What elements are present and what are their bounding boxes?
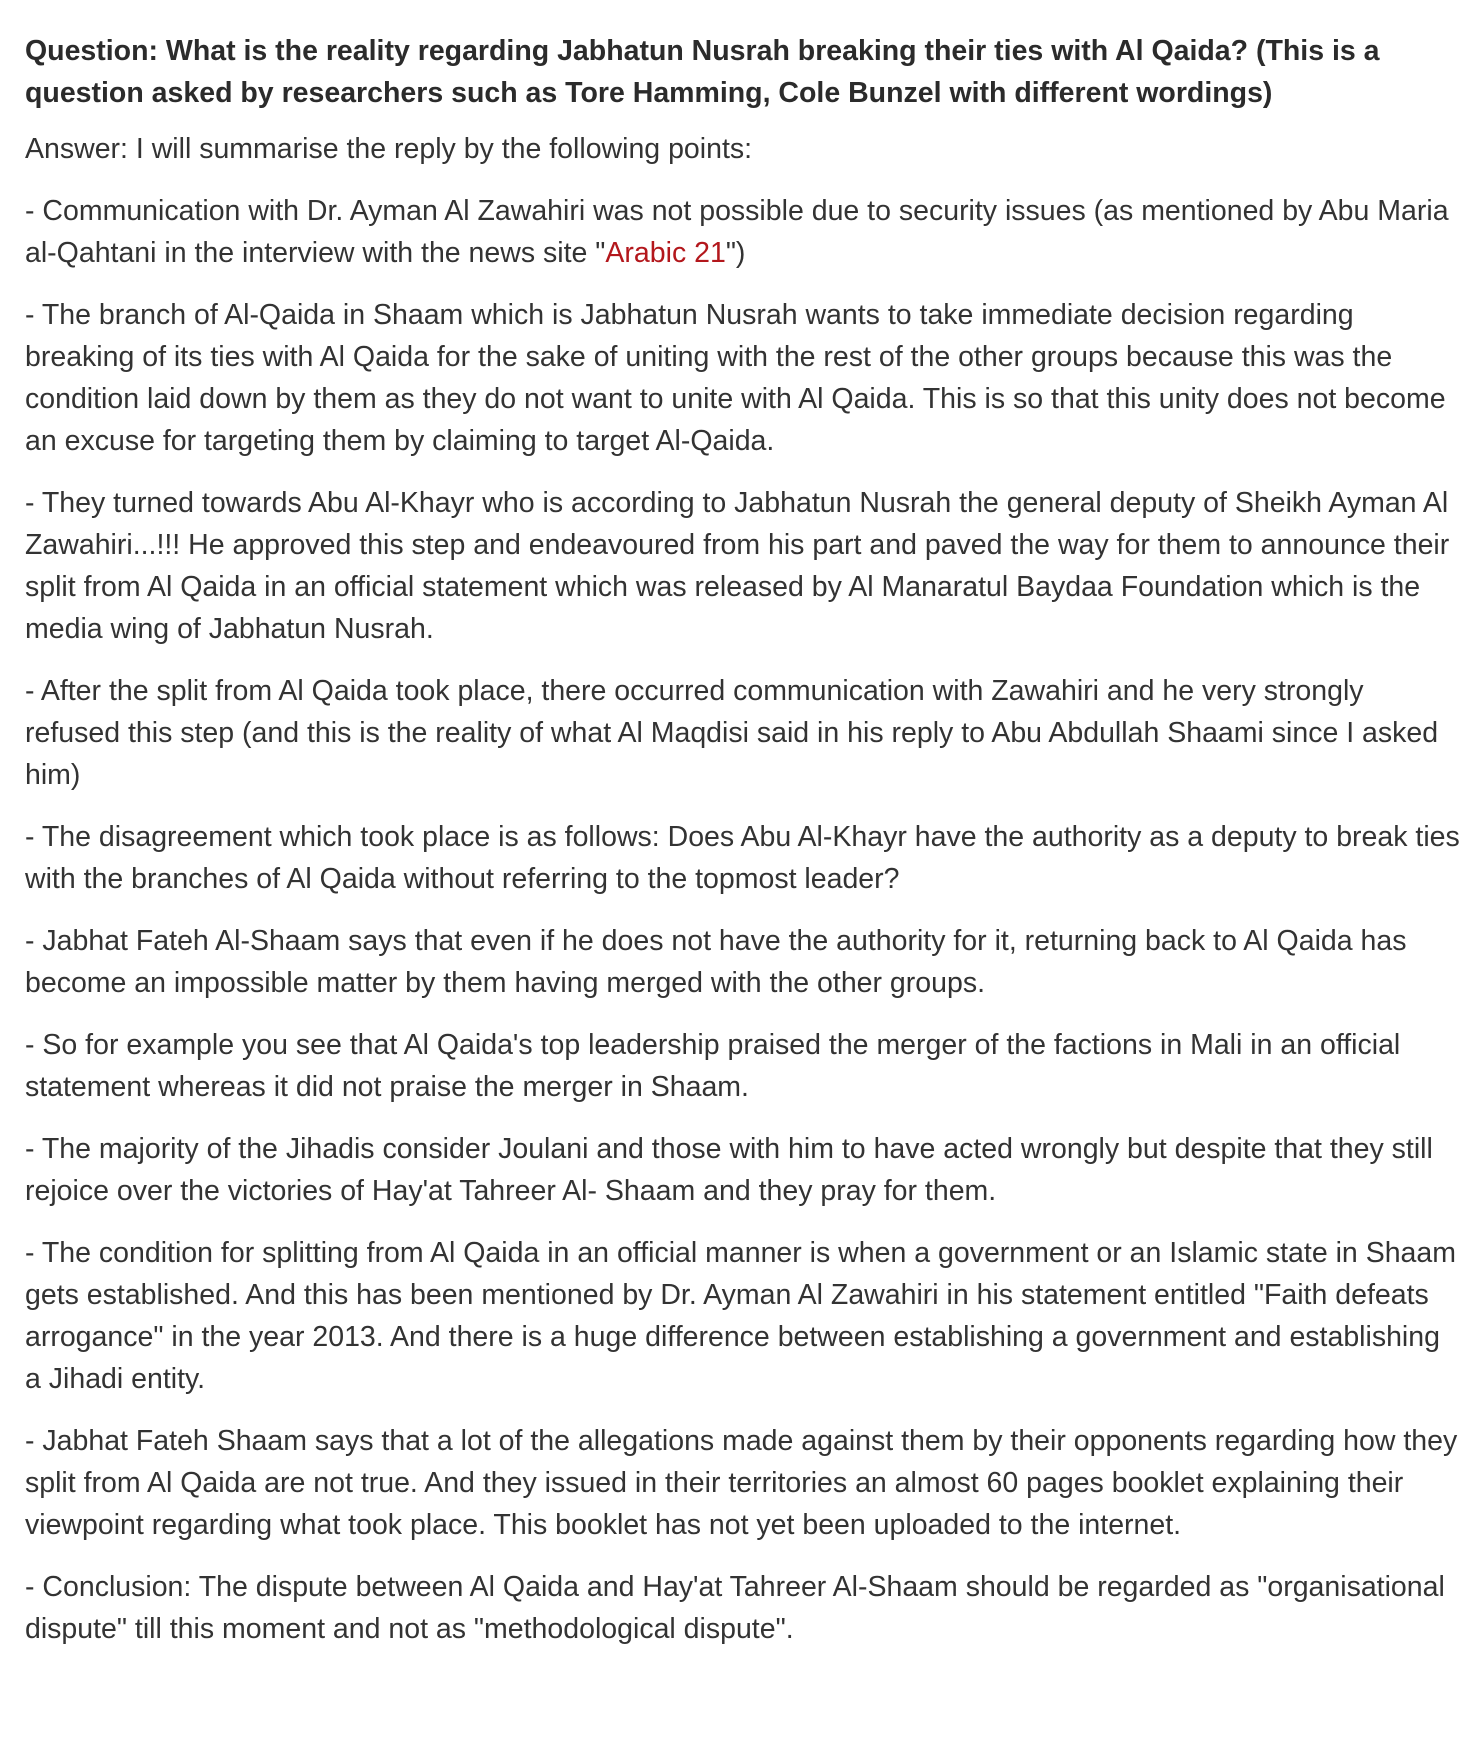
point-communication [25,190,1460,274]
point-split-condition: - The condition for splitting from Al Qaida in an official manner is when a government or an Islamic state in Shaam gets established. And this has been mentioned by Dr. Ayman Al Zawahiri in his statement entitled "Faith defeats arrogance" in the year 2013. And there is a huge difference between establishing a government and establishing a Jihadi entity. [25,1237,1456,1395]
point-zawahiri-refusal: - After the split from Al Qaida took place, there occurred communication with Zawahiri and he very strongly refused this step (and this is the reality of what Al Maqdisi said in his reply to Abu Abdullah Shaami since I asked him) [25,675,1439,791]
point-disagreement: - The disagreement which took place is as follows: Does Abu Al-Khayr have the authority as a deputy to break ties with the branches of Al Qaida without referring to the topmost leader? [25,821,1460,895]
point-mali-merger: - So for example you see that Al Qaida's top leadership praised the merger of the factions in Mali in an official statement whereas it did not praise the merger in Shaam. [25,1029,1401,1103]
question-heading: Question: What is the reality regarding Jabhatun Nusrah breaking their ties with Al Qaida? (This is a question asked by researchers such as Tore Hamming, Cole Bunzel with different wordings) [25,35,1380,109]
arabic-21-link[interactable]: Arabic 21 [605,237,726,269]
point-allegations-booklet: - Jabhat Fateh Shaam says that a lot of the allegations made against them by their opponents regarding how they split from Al Qaida are not true. And they issued in their territories an almost 60 pages booklet explaining their viewpoint regarding what took place. This booklet has not yet been uploaded to the internet. [25,1425,1458,1541]
point-communication-tail: ") [725,237,746,269]
conclusion: - Conclusion: The dispute between Al Qaida and Hay'at Tahreer Al-Shaam should be regarded as "organisational dispute" till this moment and not as "methodological dispute". [25,1571,1445,1645]
answer-intro: Answer: I will summarise the reply by the following points: [25,133,753,165]
point-branch-decision: - The branch of Al-Qaida in Shaam which is Jabhatun Nusrah wants to take immediate decision regarding breaking of its ties with Al Qaida for the sake of uniting with the rest of the other groups because this was the condition laid down by them as they do not want to unite with Al Qaida. This is so that this unity does not become an excuse for targeting them by claiming to target Al-Qaida. [25,299,1446,457]
point-jihadis-opinion: - The majority of the Jihadis consider Joulani and those with him to have acted wrongly but despite that they still rejoice over the victories of Hay'at Tahreer Al- Shaam and they pray for them. [25,1133,1433,1207]
point-jabhat-fateh-view: - Jabhat Fateh Al-Shaam says that even if he does not have the authority for it, returning back to Al Qaida has become an impossible matter by them having merged with the other groups. [25,925,1407,999]
point-communication-text: - Communication with Dr. Ayman Al Zawahiri was not possible due to security issues (as mentioned by Abu Maria al-Qahtani in the interview with the news site " [25,195,1449,269]
point-abu-al-khayr: - They turned towards Abu Al-Khayr who is according to Jabhatun Nusrah the general deputy of Sheikh Ayman Al Zawahiri...!!! He approved this step and endeavoured from his part and paved the way for them to announce their split from Al Qaida in an official statement which was released by Al Manaratul Baydaa Foundation which is the media wing of Jabhatun Nusrah. [25,487,1450,645]
